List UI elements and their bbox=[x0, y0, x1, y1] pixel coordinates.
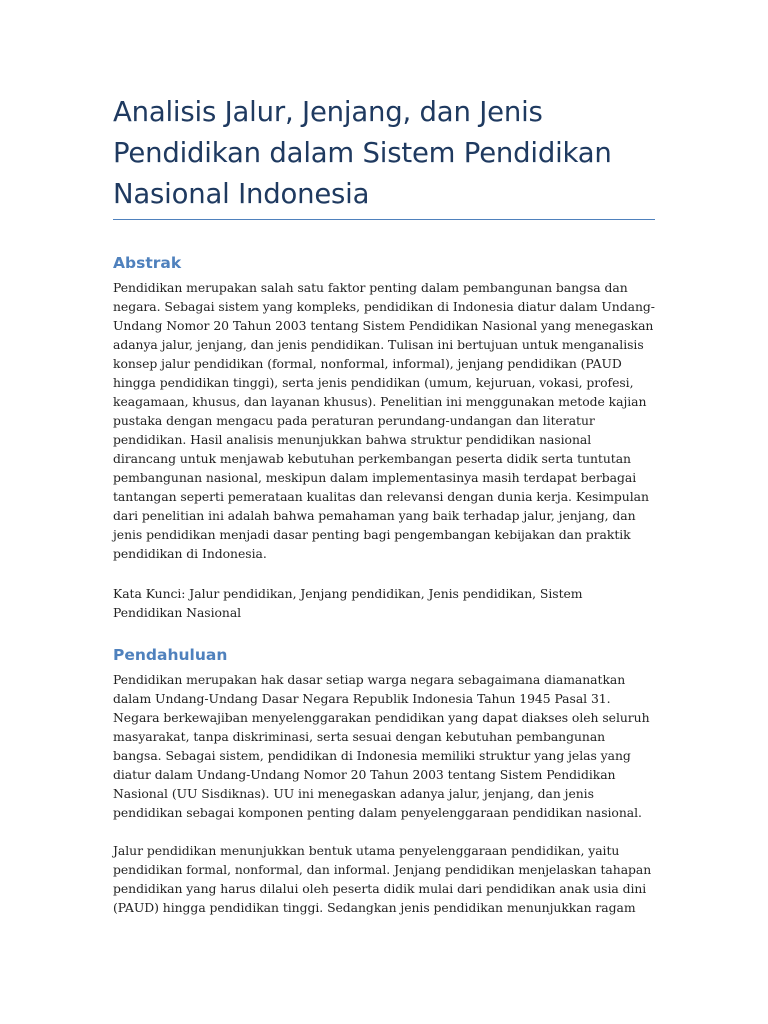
keywords-paragraph: Kata Kunci: Jalur pendidikan, Jenjang pendidikan, Jenis pendidikan, Sistem Pendidikan Nasional bbox=[113, 586, 583, 620]
introduction-paragraph-1: Pendidikan merupakan hak dasar setiap warga negara sebagaimana diamanatkan dalam Undang-Undang Dasar Negara Republik Indonesia Tahun 1945 Pasal 31. Negara berkewajiban menyelenggarakan pendidikan yang dapat diakses oleh seluruh masyarakat, tanpa diskriminasi, serta sesuai dengan kebutuhan pembangunan bangsa. Sebagai sistem, pendidikan di Indonesia memiliki struktur yang jelas yang diatur dalam Undang-Undang Nomor 20 Tahun 2003 tentang Sistem Pendidikan Nasional (UU Sisdiknas). UU ini menegaskan adanya jalur, jenjang, dan jenis pendidikan sebagai komponen penting dalam penyelenggaraan pendidikan nasional. bbox=[113, 672, 650, 820]
abstract-heading: Abstrak bbox=[113, 254, 182, 272]
document-title: Analisis Jalur, Jenjang, dan Jenis Pendidikan dalam Sistem Pendidikan Nasional Indonesia bbox=[113, 96, 612, 210]
introduction-paragraph-2: Jalur pendidikan menunjukkan bentuk utama penyelenggaraan pendidikan, yaitu pendidikan formal, nonformal, dan informal. Jenjang pendidikan menjelaskan tahapan pendidikan yang harus dilalui oleh peserta didik mulai dari pendidikan anak usia dini (PAUD) hingga pendidikan tinggi. Sedangkan jenis pendidikan menunjukkan ragam bbox=[113, 843, 652, 915]
abstract-paragraph: Pendidikan merupakan salah satu faktor penting dalam pembangunan bangsa dan negara. Sebagai sistem yang kompleks, pendidikan di Indonesia diatur dalam Undang-Undang Nomor 20 Tahun 2003 tentang Sistem Pendidikan Nasional yang menegaskan adanya jalur, jenjang, dan jenis pendidikan. Tulisan ini bertujuan untuk menganalisis konsep jalur pendidikan (formal, nonformal, informal), jenjang pendidikan (PAUD hingga pendidikan tinggi), serta jenis pendidikan (umum, kejuruan, vokasi, profesi, keagamaan, khusus, dan layanan khusus). Penelitian ini menggunakan metode kajian pustaka dengan mengacu pada peraturan perundang-undangan dan literatur pendidikan. Hasil analisis menunjukkan bahwa struktur pendidikan nasional dirancang untuk menjawab kebutuhan perkembangan peserta didik serta tuntutan pembangunan nasional, meskipun dalam implementasinya masih terdapat berbagai tantangan seperti pemerataan kualitas dan relevansi dengan dunia kerja. Kesimpulan dari penelitian ini adalah bahwa pemahaman yang baik terhadap jalur, jenjang, dan jenis pendidikan menjadi dasar penting bagi pengembangan kebijakan dan praktik pendidikan di Indonesia. bbox=[113, 280, 655, 561]
document-page bbox=[113, 92, 655, 917]
introduction-heading: Pendahuluan bbox=[113, 646, 228, 664]
title-divider bbox=[113, 219, 655, 220]
